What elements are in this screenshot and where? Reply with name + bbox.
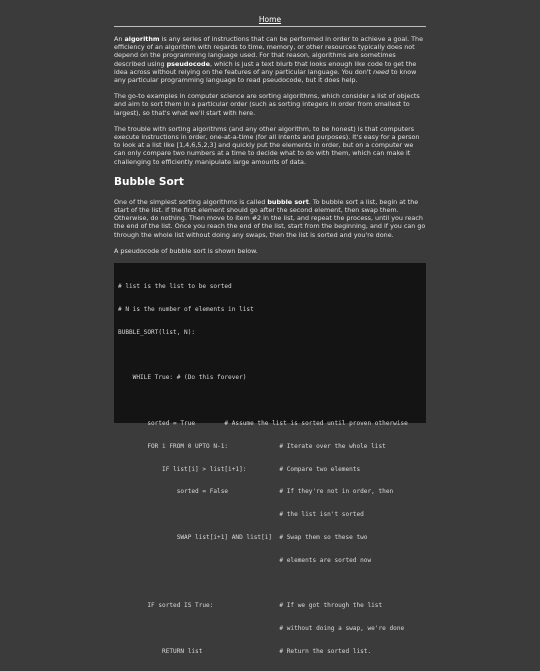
top-nav (114, 0, 426, 24)
content-column (114, 0, 426, 655)
code-line: # N is the number of elements in list (118, 306, 254, 314)
code-line: IF sorted IS True: # If we got through the list (118, 602, 383, 610)
pseudocode-intro: A pseudocode of bubble sort is shown below. (114, 246, 258, 255)
home-link[interactable]: Home (258, 15, 282, 24)
goto-paragraph: The go-to examples in computer science are sorting algorithms, which consider a list of objects and aim to sort them in a particular order (such as sorting integers in order from smallest to largest), so that's what we'll start with here. (114, 92, 420, 117)
code-line: RETURN list # Return the sorted list. (118, 647, 372, 655)
bubble-sort-heading: Bubble Sort (114, 175, 184, 188)
trouble-paragraph: The trouble with sorting algorithms (and any other algorithm, to be honest) is that computers execute instructions in order, one-at-a-time (for all intents and purposes). It's easy for a person to look at a list like [1,4,6,5,2,3] and quickly put the elements in order, but on a computer we can only compare two numbers at a time to decide what to do with them, which can make it challenging to efficiently manipulate large amounts of data. (114, 124, 420, 166)
code-line (118, 579, 422, 587)
code-line: # list is the list to be sorted (118, 283, 232, 291)
code-line: WHILE True: # (Do this forever) (118, 374, 247, 382)
pseudocode-term: pseudocode (166, 59, 210, 68)
code-line (118, 352, 422, 360)
code-line: # elements are sorted now (118, 556, 372, 564)
bubble-sort-term: bubble sort (267, 197, 309, 206)
need-emphasis: need (373, 67, 390, 76)
code-line: IF list[i] > list[i+1]: # Compare two elements (118, 465, 361, 473)
code-line: sorted = False # If they're not in order, then (118, 488, 394, 496)
code-line: BUBBLE_SORT(list, N): (118, 328, 196, 336)
code-line: FOR i FROM 0 UPTO N-1: # Iterate over the whole list (118, 442, 386, 450)
code-line: # without doing a swap, we're done (118, 624, 405, 632)
code-line: sorted = True # Assume the list is sorted until proven otherwise (118, 419, 408, 427)
intro-paragraph: An algorithm is any series of instructions that can be performed in order to achieve a goal. The efficiency of an algorithm with regards to time, memory, or other resources typically does not depend on the programming language used. For that reason, algorithms are sometimes described using pseudocode, which is just a text blurb that looks enough like code to get the idea across without relying on the features of any particular language. You don't need to know any particular programming language to read pseudocode, but it does help. (114, 35, 424, 85)
algorithm-term: algorithm (124, 35, 160, 43)
code-line (118, 397, 422, 405)
header-divider (114, 26, 426, 27)
code-block (114, 263, 426, 655)
code-line: SWAP list[i+1] AND list[i] # Swap them so these two (118, 533, 368, 541)
bubble-sort-paragraph: One of the simplest sorting algorithms is called bubble sort. To bubble sort a list, begin at the start of the list. If the first element should go after the second element, then swap them. Otherwise, do nothing. Then move to item #2 in the list, and repeat the process, until you reach the end of the list. Once you reach the end of the list, start from the beginning, and if you can go through the whole list without doing any swaps, then the list is sorted and you're done. (114, 197, 426, 239)
code-line: # the list isn't sorted (118, 511, 364, 519)
